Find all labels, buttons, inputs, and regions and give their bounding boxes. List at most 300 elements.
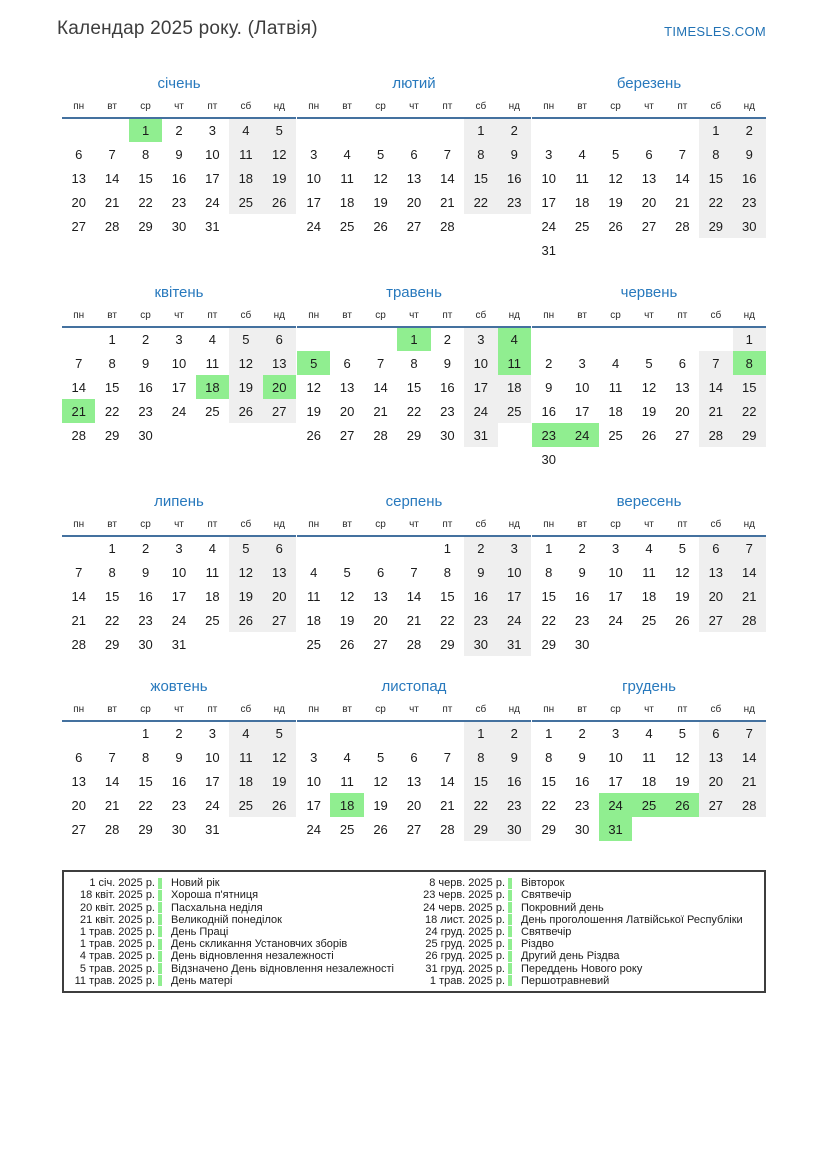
empty-cell bbox=[330, 536, 363, 560]
day-cell: 25 bbox=[229, 190, 262, 214]
day-cell: 3 bbox=[175, 541, 183, 556]
day-cell: 24 bbox=[541, 218, 556, 234]
day-cell: 13 bbox=[263, 351, 296, 375]
weekday-header: нд bbox=[263, 98, 296, 118]
day-cell: 23 bbox=[138, 612, 153, 628]
day-cell: 18 bbox=[641, 773, 657, 789]
day-cell: 6 bbox=[376, 564, 385, 580]
weekday-header: пт bbox=[666, 307, 699, 327]
weekday-header: пн bbox=[532, 307, 565, 327]
legend-date: 11 трав. 2025 р. bbox=[74, 974, 155, 987]
day-cell: 22 bbox=[541, 612, 556, 628]
day-cell: 30 bbox=[574, 821, 590, 837]
day-cell: 22 bbox=[138, 194, 153, 210]
legend-holiday-name: Великодній понеділок bbox=[171, 913, 282, 926]
empty-cell bbox=[666, 447, 699, 471]
day-cell: 16 bbox=[498, 769, 531, 793]
weekday-header: вт bbox=[330, 307, 363, 327]
day-cell: 2 bbox=[578, 726, 586, 741]
day-cell: 18 bbox=[641, 588, 657, 604]
day-cell: 1 bbox=[397, 327, 430, 351]
day-cell: 29 bbox=[464, 817, 497, 841]
day-cell: 22 bbox=[104, 612, 120, 628]
day-cell: 27 bbox=[71, 218, 86, 234]
month-name: квітень bbox=[154, 284, 204, 301]
weekday-header: нд bbox=[498, 516, 531, 536]
day-cell: 2 bbox=[443, 332, 452, 347]
day-cell: 20 bbox=[263, 584, 296, 608]
day-cell: 29 bbox=[541, 821, 556, 837]
month-grid bbox=[532, 516, 766, 656]
weekday-header: пт bbox=[431, 516, 464, 536]
day-cell: 24 bbox=[565, 423, 598, 447]
day-cell: 24 bbox=[608, 612, 623, 628]
empty-cell bbox=[699, 632, 732, 656]
day-cell: 20 bbox=[339, 403, 355, 419]
weekday-header: чт bbox=[162, 516, 195, 536]
empty-cell bbox=[397, 536, 430, 560]
legend-row bbox=[64, 938, 414, 950]
day-cell: 9 bbox=[141, 564, 150, 580]
empty-cell bbox=[599, 327, 632, 351]
day-cell: 24 bbox=[498, 608, 531, 632]
day-cell: 17 bbox=[205, 773, 220, 789]
day-cell: 26 bbox=[306, 427, 321, 443]
day-cell: 4 bbox=[310, 564, 318, 580]
month-8 bbox=[297, 491, 531, 656]
legend-row bbox=[414, 938, 764, 950]
month-grid bbox=[297, 98, 531, 238]
day-cell: 30 bbox=[464, 632, 497, 656]
day-cell: 26 bbox=[675, 612, 690, 628]
day-cell: 17 bbox=[306, 194, 321, 210]
day-cell: 7 bbox=[443, 146, 452, 162]
day-cell: 25 bbox=[641, 612, 657, 628]
weekday-header: чт bbox=[162, 98, 195, 118]
day-cell: 25 bbox=[632, 793, 665, 817]
legend-date: 20 квіт. 2025 р. bbox=[79, 901, 155, 914]
day-cell: 30 bbox=[138, 636, 153, 652]
day-cell: 6 bbox=[75, 146, 83, 162]
day-cell: 5 bbox=[611, 146, 620, 162]
day-cell: 24 bbox=[205, 797, 220, 813]
legend-date: 21 квіт. 2025 р. bbox=[79, 913, 155, 926]
day-cell: 15 bbox=[541, 773, 556, 789]
day-cell: 2 bbox=[175, 726, 183, 741]
day-cell: 7 bbox=[108, 749, 116, 765]
empty-cell bbox=[666, 238, 699, 262]
day-cell: 3 bbox=[498, 536, 531, 560]
month-name: липень bbox=[154, 493, 204, 510]
weekday-header: сб bbox=[464, 307, 497, 327]
day-cell: 27 bbox=[71, 821, 86, 837]
day-cell: 4 bbox=[578, 146, 586, 162]
day-cell: 10 bbox=[306, 773, 321, 789]
day-cell: 1 bbox=[443, 541, 452, 556]
legend-row bbox=[414, 963, 764, 975]
day-cell: 21 bbox=[71, 612, 86, 628]
weekday-header: пт bbox=[431, 701, 464, 721]
day-cell: 28 bbox=[733, 608, 766, 632]
day-cell: 27 bbox=[263, 399, 296, 423]
empty-cell bbox=[666, 327, 699, 351]
weekday-header: чт bbox=[632, 98, 665, 118]
empty-cell bbox=[666, 118, 699, 142]
day-cell: 19 bbox=[229, 584, 262, 608]
day-cell: 4 bbox=[229, 118, 262, 142]
day-cell: 29 bbox=[733, 423, 766, 447]
empty-cell bbox=[632, 447, 665, 471]
day-cell: 29 bbox=[138, 218, 153, 234]
month-3 bbox=[532, 73, 766, 262]
empty-cell bbox=[397, 721, 430, 745]
empty-cell bbox=[297, 536, 330, 560]
legend-holiday-name: Хороша п'ятниця bbox=[171, 889, 259, 902]
legend-holiday-name: День відновлення незалежності bbox=[171, 950, 334, 963]
day-cell: 22 bbox=[464, 190, 497, 214]
day-cell: 9 bbox=[175, 749, 183, 765]
day-cell: 7 bbox=[108, 146, 116, 162]
weekday-header: вт bbox=[565, 307, 598, 327]
day-cell: 25 bbox=[339, 218, 355, 234]
day-cell: 22 bbox=[104, 403, 120, 419]
weekday-header: ср bbox=[129, 701, 162, 721]
weekday-header: пт bbox=[196, 98, 229, 118]
day-cell: 14 bbox=[675, 170, 690, 186]
empty-cell bbox=[62, 536, 95, 560]
day-cell: 4 bbox=[229, 721, 262, 745]
day-cell: 4 bbox=[611, 355, 620, 371]
day-cell: 27 bbox=[699, 608, 732, 632]
legend-holiday-name: День скликання Установчих зборів bbox=[171, 938, 348, 951]
site-link[interactable]: TIMESLES.COM bbox=[664, 24, 766, 39]
weekday-header: вт bbox=[95, 98, 128, 118]
empty-cell bbox=[632, 817, 665, 841]
day-cell: 26 bbox=[373, 821, 388, 837]
day-cell: 4 bbox=[645, 726, 653, 741]
day-cell: 3 bbox=[464, 327, 497, 351]
day-cell: 25 bbox=[306, 636, 321, 652]
day-cell: 21 bbox=[440, 194, 455, 210]
day-cell: 22 bbox=[464, 793, 497, 817]
day-cell: 5 bbox=[297, 351, 330, 375]
day-cell: 16 bbox=[464, 584, 497, 608]
day-cell: 9 bbox=[578, 564, 586, 580]
day-cell: 16 bbox=[574, 588, 590, 604]
day-cell: 29 bbox=[104, 636, 120, 652]
month-name: лютий bbox=[392, 75, 436, 92]
day-cell: 8 bbox=[108, 564, 116, 580]
day-cell: 28 bbox=[675, 218, 690, 234]
empty-cell bbox=[699, 817, 732, 841]
weekday-header: пт bbox=[666, 98, 699, 118]
empty-cell bbox=[632, 118, 665, 142]
empty-cell bbox=[263, 632, 296, 656]
month-grid bbox=[297, 701, 531, 841]
day-cell: 3 bbox=[611, 726, 620, 741]
day-cell: 1 bbox=[733, 327, 766, 351]
day-cell: 4 bbox=[498, 327, 531, 351]
day-cell: 9 bbox=[498, 745, 531, 769]
day-cell: 7 bbox=[678, 146, 687, 162]
day-cell: 11 bbox=[498, 351, 531, 375]
legend-row bbox=[414, 975, 764, 987]
day-cell: 6 bbox=[343, 355, 351, 371]
weekday-header: сб bbox=[464, 701, 497, 721]
empty-cell bbox=[330, 721, 363, 745]
month-9 bbox=[532, 491, 766, 656]
day-cell: 14 bbox=[406, 588, 422, 604]
day-cell: 12 bbox=[339, 588, 355, 604]
legend-date: 8 черв. 2025 р. bbox=[429, 877, 505, 890]
month-name: січень bbox=[157, 75, 201, 92]
day-cell: 30 bbox=[574, 636, 590, 652]
weekday-header: сб bbox=[229, 701, 262, 721]
weekday-header: пн bbox=[532, 516, 565, 536]
day-cell: 3 bbox=[208, 726, 217, 741]
day-cell: 9 bbox=[141, 355, 150, 371]
day-cell: 17 bbox=[608, 773, 623, 789]
day-cell: 6 bbox=[699, 536, 732, 560]
month-10 bbox=[62, 676, 296, 841]
day-cell: 18 bbox=[339, 194, 355, 210]
weekday-header: пн bbox=[532, 701, 565, 721]
legend-row bbox=[414, 926, 764, 938]
empty-cell bbox=[62, 721, 95, 745]
weekday-header: ср bbox=[364, 307, 397, 327]
weekday-header: пт bbox=[196, 701, 229, 721]
day-cell: 29 bbox=[104, 427, 120, 443]
day-cell: 27 bbox=[406, 821, 422, 837]
weekday-header: вт bbox=[95, 516, 128, 536]
day-cell: 10 bbox=[541, 170, 556, 186]
day-cell: 24 bbox=[306, 821, 321, 837]
day-cell: 11 bbox=[205, 355, 220, 371]
calendar-grid bbox=[62, 73, 768, 841]
legend-date: 4 трав. 2025 р. bbox=[79, 950, 155, 963]
day-cell: 20 bbox=[641, 194, 657, 210]
day-cell: 8 bbox=[141, 146, 150, 162]
empty-cell bbox=[397, 118, 430, 142]
day-cell: 13 bbox=[699, 745, 732, 769]
empty-cell bbox=[364, 721, 397, 745]
day-cell: 26 bbox=[263, 190, 296, 214]
month-7 bbox=[62, 491, 296, 656]
weekday-header: ср bbox=[599, 98, 632, 118]
day-cell: 13 bbox=[406, 773, 422, 789]
weekday-header: вт bbox=[330, 701, 363, 721]
month-grid bbox=[62, 307, 296, 447]
day-cell: 6 bbox=[410, 749, 418, 765]
day-cell: 5 bbox=[263, 118, 296, 142]
day-cell: 15 bbox=[440, 588, 455, 604]
weekday-header: ср bbox=[599, 701, 632, 721]
day-cell: 26 bbox=[229, 608, 262, 632]
day-cell: 7 bbox=[376, 355, 385, 371]
weekday-header: сб bbox=[229, 98, 262, 118]
day-cell: 3 bbox=[578, 355, 586, 371]
day-cell: 13 bbox=[263, 560, 296, 584]
legend-holiday-name: День Праці bbox=[171, 925, 229, 938]
month-name: серпень bbox=[385, 493, 443, 510]
day-cell: 8 bbox=[410, 355, 418, 371]
empty-cell bbox=[632, 632, 665, 656]
day-cell: 23 bbox=[171, 194, 187, 210]
legend-column-left bbox=[64, 877, 414, 987]
legend-date: 26 груд. 2025 р. bbox=[425, 950, 505, 963]
legend-date: 1 січ. 2025 р. bbox=[89, 877, 155, 890]
day-cell: 8 bbox=[141, 749, 150, 765]
day-cell: 26 bbox=[373, 218, 388, 234]
legend-date: 31 груд. 2025 р. bbox=[425, 962, 505, 975]
day-cell: 22 bbox=[440, 612, 455, 628]
legend-column-right bbox=[414, 877, 764, 987]
weekday-header: пн bbox=[297, 307, 330, 327]
weekday-header: чт bbox=[632, 307, 665, 327]
day-cell: 11 bbox=[340, 773, 354, 789]
legend-date: 18 лист. 2025 р. bbox=[425, 913, 505, 926]
empty-cell bbox=[364, 327, 397, 351]
empty-cell bbox=[95, 118, 128, 142]
empty-cell bbox=[330, 327, 363, 351]
month-6 bbox=[532, 282, 766, 471]
weekday-header: сб bbox=[229, 307, 262, 327]
day-cell: 17 bbox=[171, 588, 187, 604]
day-cell: 16 bbox=[574, 773, 590, 789]
weekday-header: нд bbox=[498, 701, 531, 721]
day-cell: 18 bbox=[205, 588, 220, 604]
day-cell: 20 bbox=[699, 769, 732, 793]
empty-cell bbox=[196, 423, 229, 447]
day-cell: 3 bbox=[310, 749, 318, 765]
day-cell: 20 bbox=[71, 194, 86, 210]
weekday-header: ср bbox=[364, 516, 397, 536]
weekday-header: нд bbox=[263, 307, 296, 327]
day-cell: 11 bbox=[340, 170, 354, 186]
weekday-header: чт bbox=[632, 701, 665, 721]
day-cell: 10 bbox=[306, 170, 321, 186]
day-cell: 10 bbox=[171, 564, 187, 580]
month-grid bbox=[62, 98, 296, 238]
day-cell: 16 bbox=[440, 379, 455, 395]
weekday-header: чт bbox=[162, 307, 195, 327]
day-cell: 30 bbox=[733, 214, 766, 238]
day-cell: 20 bbox=[406, 797, 422, 813]
weekday-header: сб bbox=[699, 516, 732, 536]
day-cell: 16 bbox=[171, 170, 187, 186]
weekday-header: пн bbox=[62, 307, 95, 327]
legend-holiday-name: День проголошення Латвійської Республіки bbox=[521, 913, 743, 926]
day-cell: 5 bbox=[263, 721, 296, 745]
day-cell: 8 bbox=[699, 142, 732, 166]
day-cell: 18 bbox=[608, 403, 623, 419]
legend-holiday-name: Відзначено День відновлення незалежності bbox=[171, 962, 394, 975]
day-cell: 5 bbox=[645, 355, 653, 371]
day-cell: 22 bbox=[699, 190, 732, 214]
day-cell: 3 bbox=[175, 332, 183, 347]
day-cell: 15 bbox=[464, 166, 497, 190]
legend-row bbox=[414, 914, 764, 926]
day-cell: 3 bbox=[545, 146, 553, 162]
legend-date: 5 трав. 2025 р. bbox=[79, 962, 155, 975]
day-cell: 21 bbox=[104, 194, 120, 210]
weekday-header: сб bbox=[229, 516, 262, 536]
month-5 bbox=[297, 282, 531, 447]
weekday-header: ср bbox=[129, 307, 162, 327]
month-name: травень bbox=[386, 284, 442, 301]
empty-cell bbox=[599, 118, 632, 142]
month-1 bbox=[62, 73, 296, 238]
day-cell: 1 bbox=[464, 118, 497, 142]
day-cell: 23 bbox=[498, 793, 531, 817]
day-cell: 21 bbox=[675, 194, 690, 210]
day-cell: 24 bbox=[306, 218, 321, 234]
day-cell: 25 bbox=[229, 793, 262, 817]
day-cell: 17 bbox=[171, 379, 187, 395]
day-cell: 28 bbox=[71, 427, 86, 443]
day-cell: 15 bbox=[406, 379, 422, 395]
page-title: Календар 2025 року. (Латвія) bbox=[57, 18, 318, 39]
day-cell: 5 bbox=[678, 726, 687, 741]
empty-cell bbox=[229, 423, 262, 447]
empty-cell bbox=[599, 238, 632, 262]
day-cell: 9 bbox=[545, 379, 553, 395]
day-cell: 1 bbox=[108, 332, 116, 347]
empty-cell bbox=[565, 118, 598, 142]
legend-row bbox=[414, 901, 764, 913]
day-cell: 10 bbox=[608, 749, 623, 765]
day-cell: 20 bbox=[373, 612, 388, 628]
day-cell: 23 bbox=[733, 190, 766, 214]
day-cell: 8 bbox=[545, 564, 553, 580]
day-cell: 28 bbox=[440, 218, 455, 234]
legend-date: 1 трав. 2025 р. bbox=[79, 938, 155, 951]
day-cell: 20 bbox=[699, 584, 732, 608]
day-cell: 2 bbox=[498, 118, 531, 142]
legend-row bbox=[64, 926, 414, 938]
day-cell: 10 bbox=[205, 146, 220, 162]
day-cell: 28 bbox=[71, 636, 86, 652]
day-cell: 31 bbox=[464, 423, 497, 447]
empty-cell bbox=[532, 327, 565, 351]
month-name: вересень bbox=[616, 493, 682, 510]
day-cell: 6 bbox=[410, 146, 418, 162]
legend-row bbox=[64, 889, 414, 901]
day-cell: 14 bbox=[104, 773, 120, 789]
day-cell: 16 bbox=[541, 403, 556, 419]
day-cell: 2 bbox=[733, 118, 766, 142]
day-cell: 13 bbox=[373, 588, 388, 604]
day-cell: 12 bbox=[263, 142, 296, 166]
day-cell: 22 bbox=[406, 403, 422, 419]
day-cell: 23 bbox=[574, 797, 590, 813]
day-cell: 5 bbox=[376, 749, 385, 765]
day-cell: 19 bbox=[229, 375, 262, 399]
day-cell: 8 bbox=[545, 749, 553, 765]
day-cell: 13 bbox=[641, 170, 657, 186]
empty-cell bbox=[565, 447, 598, 471]
weekday-header: сб bbox=[464, 98, 497, 118]
empty-cell bbox=[62, 327, 95, 351]
empty-cell bbox=[565, 327, 598, 351]
day-cell: 14 bbox=[373, 379, 388, 395]
day-cell: 18 bbox=[330, 793, 363, 817]
day-cell: 21 bbox=[373, 403, 388, 419]
day-cell: 17 bbox=[541, 194, 556, 210]
day-cell: 23 bbox=[440, 403, 455, 419]
weekday-header: ср bbox=[129, 516, 162, 536]
day-cell: 15 bbox=[138, 170, 153, 186]
